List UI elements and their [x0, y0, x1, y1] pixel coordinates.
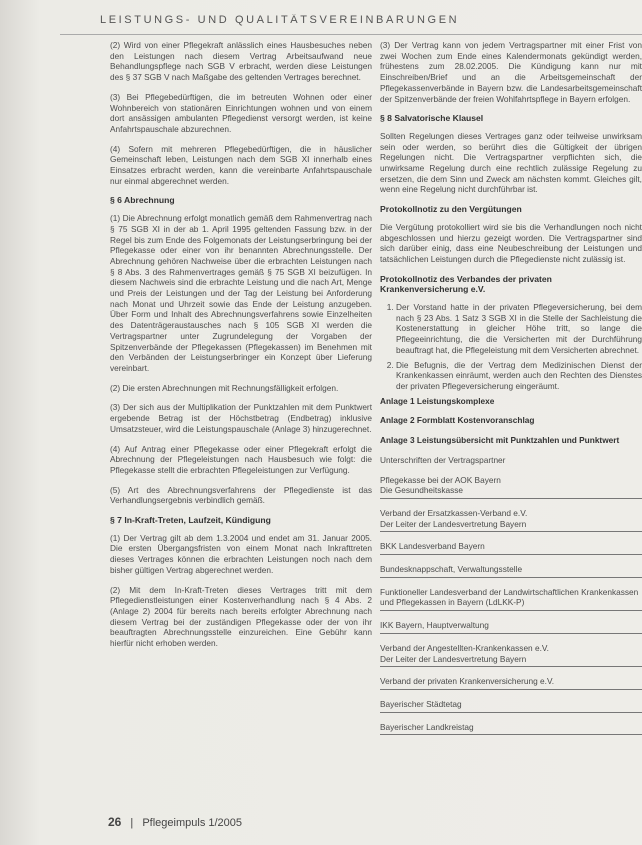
right-column [380, 40, 642, 744]
signatory: Pflegekasse bei der AOK Bayern [380, 474, 501, 485]
paragraph: (2) Die ersten Abrechnungen mit Rechnungsfälligkeit erfolgen. [110, 382, 339, 393]
footer-separator: | [130, 817, 134, 829]
paragraph: (3) Der Vertrag kann von jedem Vertragspartner mit einer Frist von zwei Wochen zum Ende eines Kalendermonats gekündigt werden, frühestens zum 28.02.2005. Die Kündigung kann nur mit Einschreiben/Brief und an die Arbeitsgemeinschaft der Pflegekassenverbände in Bayern bzw. die Landesarbeitsgemeinschaft der Spitzenverbände der freien Wohlfahrtspflege in Bayern erfolgen. [380, 40, 642, 104]
numbered-list [380, 302, 642, 392]
signature-line [380, 475, 642, 499]
running-header: LEISTUNGS- UND QUALITÄTSVEREINBARUNGEN [100, 14, 460, 26]
signatory: IKK Bayern, Hauptverwaltung [380, 620, 489, 631]
attachment-item: Anlage 3 Leistungsübersicht mit Punktzahlen und Punktwert [380, 435, 620, 446]
paragraph: (1) Die Abrechnung erfolgt monatlich gemäß dem Rahmenvertrag nach § 75 SGB XI in der ab 1. April 1995 geltenden Fassung bzw. in der Regel bis zum Ende des Folgemonats der Leistungserbringung bei der Pflegekasse oder einer von ihr benannten Abrechnungsstelle. Der Abrechnung gehören Nachweise über die erbrachten Leistungen nach § 8 Abs. 3 des Rahmenvertrages gemäß § 75 SGB XI beizufügen. In diesem Nachweis sind die erbrachte Leistung und die nach Art, Menge und Preis der Leistungen und der Tag der Leistung bei Anforderung nach Monat und Uhrzeit sowie das Ende der Leistung anzugeben. Über Form und Inhalt des Abrechnungsverfahrens sowie Einzelheiten des Datenträgeraustausches nach § 105 SGB XI werden die Vertragspartner unter Zugrundelegung der Vorgaben der Spitzenverbände der Pflegekassen (Pflegekassen) im Benehmen mit den Verbänden der Leistungserbringer ein Konzept über Lieferung vereinbart. [110, 213, 372, 373]
signatory: Verband der privaten Krankenversicherung e.V. [380, 676, 555, 687]
signature-line [380, 699, 642, 713]
signatory: Der Leiter der Landesvertretung Bayern [380, 653, 527, 664]
page-number: 26 [108, 815, 122, 829]
header-rule [60, 34, 642, 35]
signatory: Bayerischer Städtetag [380, 698, 462, 709]
section-heading: § 7 In-Kraft-Treten, Laufzeit, Kündigung [110, 515, 271, 526]
paragraph: (4) Auf Antrag einer Pflegekasse oder einer Pflegekraft erfolgt die Abrechnung der Pflegeleistungen nach Hausbesuch wie folgt: die Pflegekasse stellt die erbrachten Pflegeleistungen zur Verfügung. [110, 443, 372, 475]
signatory: Bundesknappschaft, Verwaltungsstelle [380, 564, 523, 575]
signature-line [380, 620, 642, 634]
signatory: Die Gesundheitskasse [380, 485, 464, 496]
paragraph: (2) Mit dem In-Kraft-Treten dieses Vertrages tritt mit dem Pflegedienstleistungen einer Kostenverhandlung nach § 4 Abs. 2 (Anlage 2) 2004 für bereits nach bereits erfolgter Abrechnung nach diesem Vertrag bei der zuständigen Pflegekasse oder der von ihr beauftragten Abrechnungsstelle einzureichen. Eine Gebühr kann hierfür nicht erhoben werden. [110, 584, 372, 649]
signatory: Bayerischer Landkreistag [380, 721, 474, 732]
section-heading: Protokollnotiz des Verbandes der privaten Krankenversicherung e.V. [380, 273, 552, 295]
paragraph: (1) Der Vertrag gilt ab dem 1.3.2004 und endet am 31. Januar 2005. Die ersten Übergangsfristen von einem Monat nach Inkrafttreten dieses Vertrages können die erbrachten Leistungen noch nach dem bisher gültigen Vertrag abgerechnet werden. [110, 532, 372, 575]
signatures-heading: Unterschriften der Vertragspartner [380, 454, 506, 465]
signatory: Der Leiter der Landesvertretung Bayern [380, 518, 527, 529]
signature-line [380, 722, 642, 736]
attachments-list [380, 396, 642, 446]
section-heading: Protokollnotiz zu den Vergütungen [380, 204, 522, 215]
signatory: Funktioneller Landesverband der Landwirtschaftlichen Krankenkassen und Pflegekassen in Bayern (LdLKK-P) [380, 586, 639, 608]
journal-name: Pflegeimpuls 1/2005 [142, 817, 243, 829]
section-heading: § 6 Abrechnung [110, 195, 175, 206]
attachment-item: Anlage 2 Formblatt Kostenvoranschlag [380, 415, 535, 426]
page-footer [108, 815, 242, 829]
signatory: Verband der Ersatzkassen-Verband e.V. [380, 507, 528, 518]
paragraph: (4) Sofern mit mehreren Pflegebedürftigen, die in häuslicher Gemeinschaft leben, Leistungen nach dem SGB XI innerhalb eines Einsatzes erbracht werden, kann die vereinbarte Anfahrtspauschale nur einmal abgerechnet werden. [110, 143, 372, 186]
paragraph: Sollten Regelungen dieses Vertrages ganz oder teilweise unwirksam sein oder werden, so berührt dies die Gültigkeit der übrigen Regelungen nicht. Die Vertragspartner verpflichten sich, die unwirksame Regelung durch eine rechtlich zulässige Regelung zu ersetzen, die dem Sinn und Zweck am nächsten kommt. Gleiches gilt, wenn eine Regelung nicht durchführbar ist. [380, 130, 642, 195]
list-item: 1. Der Vorstand hatte in der privaten Pflegeversicherung, bei dem nach § 23 Abs. 1 Satz 3 SGB XI in die Stelle der Sachleistung die Kostenerstattung in gleicher Höhe tritt, so lange die Pflegeeinrichtung, die die Versicherten mit der Durchführung beauftragt hat, die Pflegeleistung mit dem Versicherten abrechnet. [396, 302, 642, 356]
paragraph: (3) Der sich aus der Multiplikation der Punktzahlen mit dem Punktwert ergebende Betrag ist der Höchstbetrag (Endbetrag) inklusive Umsatzsteuer, wird die Leistungspauschale (Anlage 3) hinzugerechnet. [110, 402, 372, 434]
signature-line [380, 587, 642, 611]
signature-line [380, 508, 642, 532]
paragraph: (3) Bei Pflegebedürftigen, die im betreuten Wohnen oder einer Wohnbereich von stationären Einrichtungen wohnen und von einem dort ansässigen ambulanten Pflegedienst versorgt werden, ist keine Anfahrtspauschale abzurechnen. [110, 91, 372, 134]
left-column [110, 40, 372, 658]
attachment-item: Anlage 1 Leistungskomplexe [380, 395, 495, 406]
section-heading: § 8 Salvatorische Klausel [380, 113, 484, 124]
paragraph: (2) Wird von einer Pflegekraft anlässlich eines Hausbesuches neben den Leistungen nach diesem Vertrag Arbeitsaufwand neue Behandlungspflege nach SGB V erbracht, werden diese Leistungen des § 37 SGB V nach Maßgabe des geltenden Vertrages berechnet. [110, 40, 372, 83]
signatory: BKK Landesverband Bayern [380, 541, 485, 552]
paragraph: (5) Art des Abrechnungsverfahrens der Pflegedienste ist das Verhandlungsergebnis verbindlich gemäß. [110, 484, 372, 506]
list-item: 2. Die Befugnis, die der Vertrag dem Medizinischen Dienst der Krankenkassen einräumt, werden auch den Rechten des Dienstes der privaten Pflegeversicherung eingeräumt. [396, 360, 642, 392]
signature-line [380, 564, 642, 578]
signature-line [380, 541, 642, 555]
signature-line [380, 676, 642, 690]
signatory: Verband der Angestellten-Krankenkassen e.V. [380, 642, 549, 653]
signature-line [380, 643, 642, 667]
paragraph: Die Vergütung protokolliert wird sie bis die Verhandlungen noch nicht abgeschlossen und hierzu gezeigt worden. Die Vertragspartner sind sich darüber einig, dass eine Neubeschreibung der Leistungen und tatsächlichen Leistungen durch die Pflegedienste nicht zulässig ist. [380, 221, 642, 264]
